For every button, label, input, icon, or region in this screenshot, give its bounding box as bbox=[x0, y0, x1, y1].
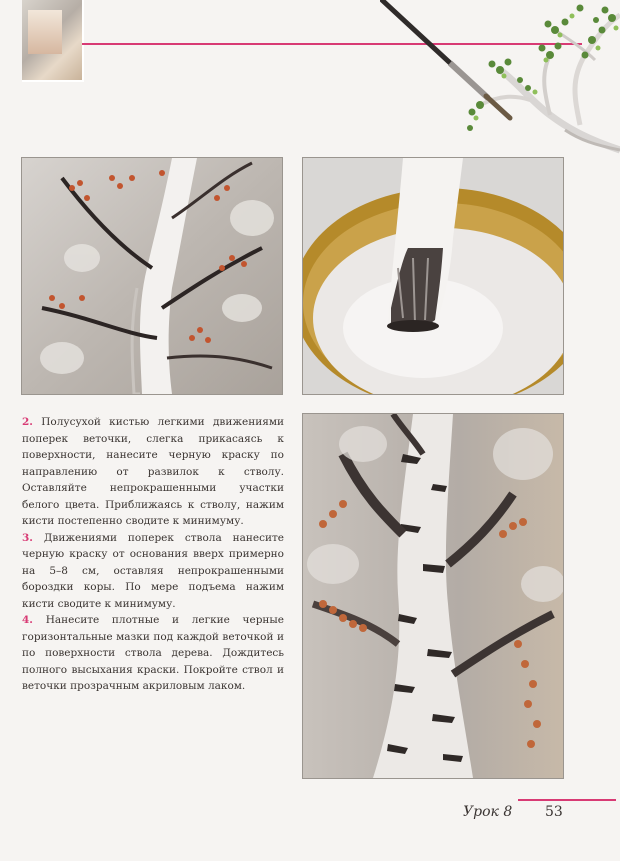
page-number: 53 bbox=[545, 804, 563, 820]
instructions-text bbox=[22, 414, 284, 695]
step-text: Полусухой кистью легкими движениями поперек веточки, слегка прикасаясь к поверхности, нанесите черную краску по направлению от развилок к стволу. Оставляйте непрокрашенными участки белого цвета. Приближаясь к стволу, нажим кисти постепенно сводите к минимуму. bbox=[22, 416, 284, 527]
step-4 bbox=[22, 612, 284, 695]
step-2 bbox=[22, 414, 284, 530]
photo-white-trunk-tree bbox=[22, 158, 282, 394]
photo-trunk-in-pot bbox=[303, 158, 563, 394]
step-text: Нанесите плотные и легкие черные горизонтальные мазки под каждой веточкой и по поверхности ствола дерева. Дождитесь полного высыхания краски. Покройте ствол и веточки прозрачным акриловым лаком. bbox=[22, 614, 285, 692]
step-number: 2. bbox=[22, 416, 33, 428]
step-number: 4. bbox=[22, 614, 33, 626]
step-3 bbox=[22, 530, 284, 613]
photo-painted-trunk bbox=[303, 414, 563, 778]
corner-photo-fragment bbox=[22, 0, 84, 82]
footer-accent-line bbox=[518, 799, 616, 801]
step-text: Движениями поперек ствола нанесите черную краску от основания вверх примерно на 5–8 см, оставляя непрокрашенными бороздки коры. По мере подъема нажим кисти сводите к минимуму. bbox=[22, 531, 284, 610]
step-number: 3. bbox=[22, 531, 33, 544]
lesson-label: Урок 8 bbox=[463, 804, 513, 820]
